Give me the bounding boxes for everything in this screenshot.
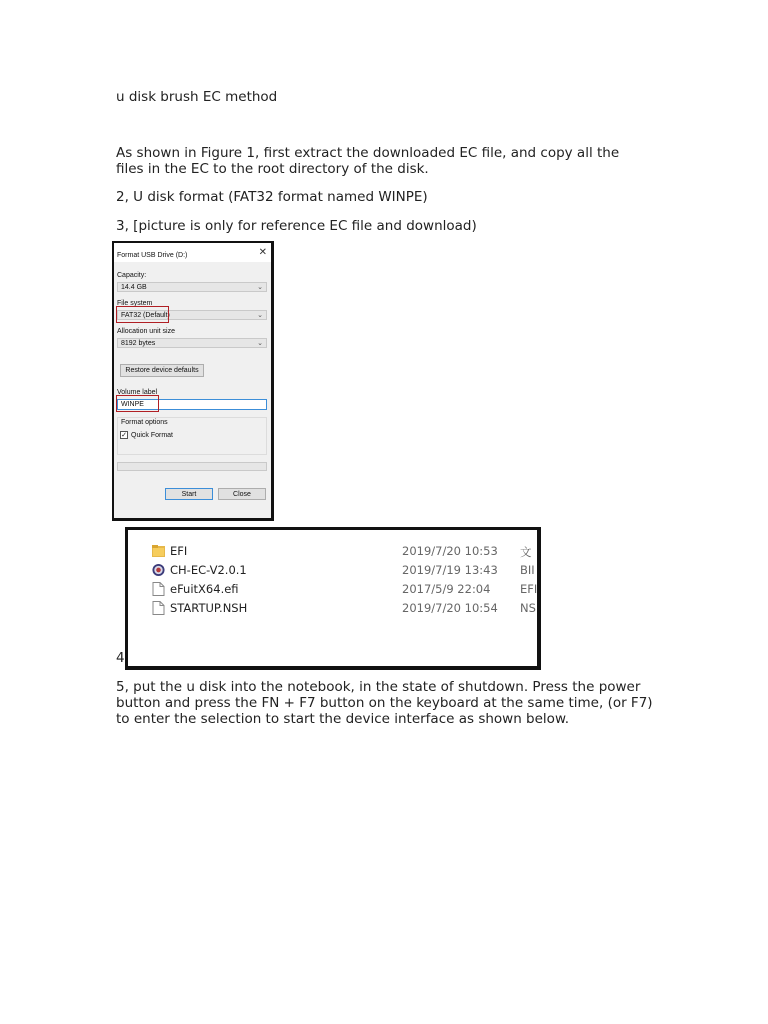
chevron-down-icon: ⌄ [257, 340, 263, 347]
restore-defaults-button[interactable]: Restore device defaults [120, 364, 204, 377]
folder-icon [152, 544, 165, 558]
close-icon[interactable]: ✕ [258, 247, 267, 258]
capacity-value: 14.4 GB [121, 284, 147, 291]
app-icon [152, 563, 165, 577]
file-date: 2019/7/20 10:54 [402, 601, 498, 615]
filesystem-label: File system [117, 300, 153, 307]
list-item[interactable] [128, 562, 537, 580]
chevron-down-icon: ⌄ [257, 284, 263, 291]
capacity-label: Capacity: [117, 272, 147, 279]
alloc-select[interactable] [117, 338, 267, 348]
file-type: EFI [520, 582, 538, 596]
capacity-select[interactable] [117, 282, 267, 292]
file-date: 2017/5/9 22:04 [402, 582, 491, 596]
list-item[interactable] [128, 581, 537, 599]
quick-format-label: Quick Format [131, 432, 174, 439]
step-4: 4 [116, 650, 125, 666]
dialog-title: Format USB Drive (D:) [117, 252, 188, 259]
highlight-box [116, 395, 159, 412]
step-2: 2, U disk format (FAT32 format named WINPE) [116, 189, 428, 205]
doc-title: u disk brush EC method [116, 89, 278, 105]
file-name: EFI [170, 544, 188, 558]
file-name: CH-EC-V2.0.1 [170, 563, 247, 577]
file-name: eFuitX64.efi [170, 582, 239, 596]
file-icon [152, 601, 165, 615]
file-type: BII [520, 563, 535, 577]
list-item[interactable] [128, 600, 537, 618]
file-type: NS [520, 601, 536, 615]
file-type: 文 [520, 545, 532, 559]
volume-value: WINPE [121, 401, 144, 408]
close-button[interactable]: Close [218, 488, 266, 500]
paragraph-1: As shown in Figure 1, first extract the downloaded EC file, and copy all the files in the EC to the root directory of the disk. [116, 145, 620, 177]
alloc-label: Allocation unit size [117, 328, 175, 335]
progress-bar [117, 462, 267, 471]
list-item[interactable] [128, 543, 537, 561]
step-3: 3, [picture is only for reference EC file and download) [116, 218, 477, 234]
chevron-down-icon: ⌄ [257, 312, 263, 319]
start-button[interactable]: Start [165, 488, 213, 500]
volume-label: Volume label [117, 389, 158, 396]
quick-format-checkbox[interactable]: ✓ [121, 432, 127, 439]
format-dialog-screenshot [112, 241, 274, 521]
file-date: 2019/7/20 10:53 [402, 544, 498, 558]
file-date: 2019/7/19 13:43 [402, 563, 498, 577]
file-icon [152, 582, 165, 596]
file-list-screenshot [125, 527, 541, 670]
format-options-label: Format options [121, 419, 168, 426]
alloc-value: 8192 bytes [121, 340, 156, 347]
highlight-box [116, 306, 169, 323]
file-name: STARTUP.NSH [170, 601, 248, 615]
step-5: 5, put the u disk into the notebook, in the state of shutdown. Press the power button and press the FN + F7 button on the keyboard at the same time, (or F7) to enter the selection to start the device interface as shown below. [116, 679, 653, 727]
filesystem-value: FAT32 (Default) [121, 312, 170, 319]
